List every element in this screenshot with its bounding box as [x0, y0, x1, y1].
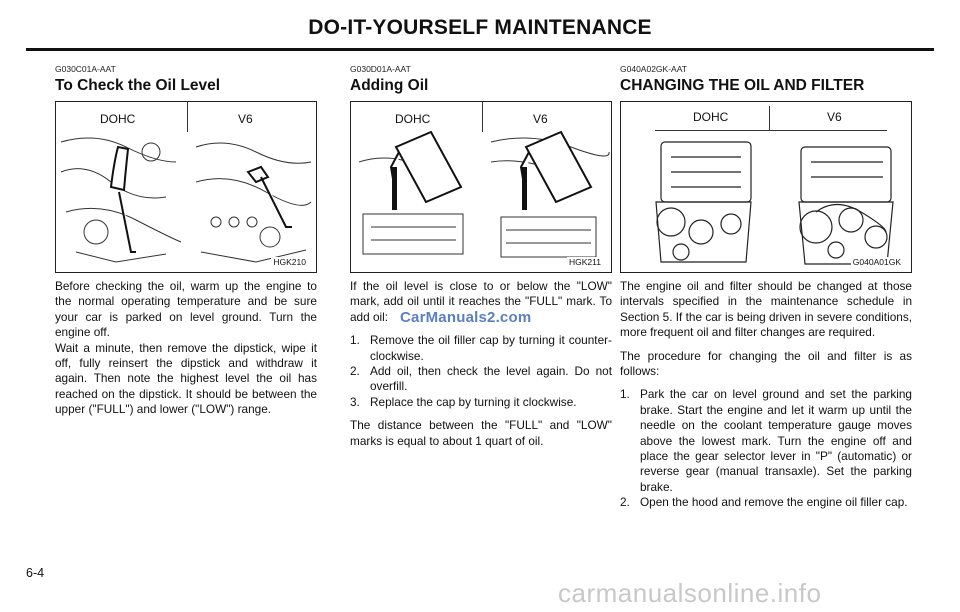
page-header-title: DO-IT-YOURSELF MAINTENANCE: [308, 16, 652, 39]
figure-divider: [187, 102, 188, 132]
section-code: G030D01A-AAT: [350, 64, 411, 74]
step-number: 3.: [350, 394, 360, 409]
figure-label-v6: V6: [533, 112, 548, 126]
step-list: [620, 387, 912, 510]
figure-code: G040A01GK: [852, 257, 901, 267]
footer-watermark-url: carmanualsonline.info: [558, 578, 822, 608]
watermark-link[interactable]: CarManuals2.com: [400, 309, 532, 326]
section-title: Adding Oil: [350, 77, 429, 94]
paragraph: If the oil level is close to or below the "LOW" mark, add oil until it reaches the "FULL" mark. To add oil:: [350, 279, 612, 324]
step-text: Open the hood and remove the engine oil filler cap.: [640, 495, 908, 510]
figure-divider: [482, 102, 483, 132]
adding-oil-figure: [350, 101, 612, 273]
figure-label-rule: [655, 130, 887, 131]
section-code: G040A02GK-AAT: [620, 64, 687, 74]
list-item: [620, 387, 912, 495]
figure-label-dohc: DOHC: [693, 110, 729, 124]
figure-label-v6: V6: [827, 110, 842, 124]
engine-figure: [620, 101, 912, 273]
figure-code: HGK211: [569, 257, 601, 267]
section-check-oil-level: [55, 64, 317, 418]
engine-illustration: [621, 102, 912, 273]
list-item: [350, 395, 612, 410]
section-body: [620, 279, 912, 511]
page-number: 6-4: [26, 566, 45, 580]
step-text: Add oil, then check the level again. Do not overfill.: [370, 364, 612, 394]
step-text: Remove the oil filler cap by turning it counter-clockwise.: [370, 333, 612, 363]
section-title: CHANGING THE OIL AND FILTER: [620, 77, 865, 94]
list-item: [350, 364, 612, 395]
section-body: [350, 279, 612, 449]
section-changing-oil-filter: [620, 64, 912, 511]
paragraph: Before checking the oil, warm up the engine to the normal operating temperature and be sure your car is parked on level ground. Turn the engine off.: [55, 279, 317, 340]
section-body: [55, 279, 317, 418]
step-text: Replace the cap by turning it clockwise.: [370, 394, 577, 409]
header-rule: [26, 48, 934, 51]
step-number: 2.: [620, 495, 630, 510]
section-adding-oil: [350, 64, 612, 449]
step-list: [350, 333, 612, 410]
list-item: [350, 333, 612, 364]
figure-label-dohc: DOHC: [100, 112, 136, 126]
figure-label-v6: V6: [238, 112, 253, 126]
paragraph: The engine oil and filter should be changed at those intervals specified in the maintenance schedule in Section 5. If the car is being driven in severe conditions, more frequent oil and filter changes are required.: [620, 279, 912, 340]
figure-label-dohc: DOHC: [395, 112, 431, 126]
dipstick-figure: [55, 101, 317, 273]
step-number: 1.: [350, 333, 360, 348]
paragraph: The procedure for changing the oil and filter is as follows:: [620, 348, 912, 379]
step-number: 2.: [350, 364, 360, 379]
list-item: [620, 495, 912, 510]
figure-code: HGK210: [273, 257, 306, 267]
step-number: 1.: [620, 387, 630, 402]
paragraph: The distance between the "FULL" and "LOW" marks is equal to about 1 quart of oil.: [350, 418, 612, 448]
step-text: Park the car on level ground and set the parking brake. Start the engine and let it warm up until the needle on the coolant temperature gauge moves above the lowest mark. Turn the engine off and place the gear selector lever in "P" (automatic) or reverse gear (manual transaxle). Set the parking brake.: [640, 387, 912, 494]
figure-divider: [769, 106, 770, 130]
section-code: G030C01A-AAT: [55, 64, 116, 74]
section-title: To Check the Oil Level: [55, 77, 221, 94]
paragraph: Wait a minute, then remove the dipstick, wipe it off, fully reinsert the dipstick and withdraw it again. Then note the highest level the oil has reached on the dipstick. It should be between the upper ("FULL") and lower ("LOW") range.: [55, 340, 317, 417]
